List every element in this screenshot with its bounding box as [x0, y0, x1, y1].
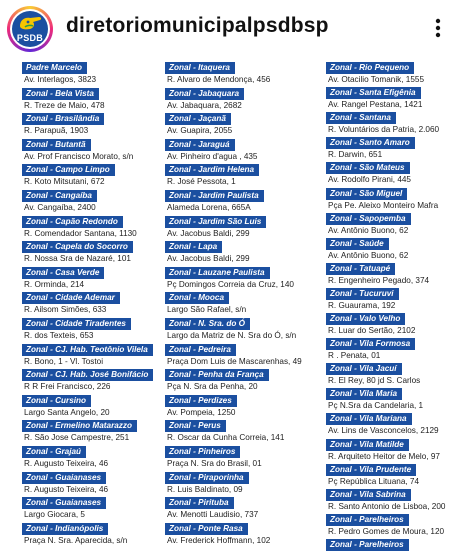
- zonal-address: R. Pedro Gomes de Moura, 120: [328, 526, 445, 536]
- zonal-label: Zonal - Vila Prudente: [326, 464, 416, 476]
- zonal-label: Zonal - Pedreira: [165, 344, 236, 356]
- zonal-entry: [22, 159, 115, 188]
- zonal-address: Av. Menotti Laudisio, 737: [167, 510, 259, 520]
- zonal-address: R. Augusto Teixeira, 46: [24, 484, 109, 494]
- zonal-label: Zonal - Indianópolis: [22, 523, 108, 535]
- zonal-address: Av. Frederick Hoffmann, 102: [167, 535, 271, 545]
- zonal-address: Av. Jacobus Baldi, 299: [167, 254, 250, 264]
- zonal-address: R. El Rey, 80 jd S. Carlos: [328, 376, 421, 386]
- zonal-entry: [22, 518, 127, 547]
- zonal-address: Praça N. Sra. Aparecida, s/n: [24, 535, 128, 545]
- zonal-entry: [165, 134, 257, 163]
- zonal-label: Zonal - Capela do Socorro: [22, 241, 133, 253]
- zonal-entry: [165, 492, 258, 521]
- zonal-address: R. dos Texteis, 653: [24, 331, 94, 340]
- zonal-entry: [165, 339, 302, 368]
- zonal-entry: [165, 262, 294, 291]
- zonal-address: R. José Pessota, 1: [167, 177, 236, 187]
- zonal-entry: [165, 287, 246, 316]
- zonal-address: Largo Santa Angelo, 20: [24, 407, 110, 417]
- zonal-label: Zonal - Vila Jacuí: [326, 363, 402, 375]
- zonal-entry: [165, 415, 284, 444]
- zonal-address: Largo São Rafael, s/n: [167, 305, 247, 315]
- zonal-address: Pç Domingos Correia da Cruz, 140: [167, 279, 294, 289]
- zonal-address: R. Ailsom Simões, 633: [24, 305, 107, 315]
- zonal-label: Zonal - Tatuapé: [326, 263, 395, 275]
- zonal-label: Zonal - Penha da França: [165, 369, 269, 381]
- zonal-address: Av. Jabaquara, 2682: [167, 100, 242, 110]
- zonal-label: Zonal - Cursino: [22, 395, 91, 407]
- zonal-label: Zonal - Cidade Ademar: [22, 292, 120, 304]
- zonal-label: Zonal - Piraporinha: [165, 472, 249, 484]
- zonal-label: Zonal - CJ. Hab. Teotônio Vilela: [22, 344, 153, 356]
- zonal-label: Zonal - São Miguel: [326, 188, 407, 200]
- zonal-label: Zonal - Campo Limpo: [22, 164, 115, 176]
- zonal-label: Zonal - Rio Pequeno: [326, 62, 414, 74]
- zonal-label: Zonal - Pinheiros: [165, 446, 240, 458]
- avatar-text: PSDB: [16, 33, 44, 43]
- zonal-label: Zonal - Guaianases: [22, 497, 106, 509]
- zonal-address: R. Voluntários da Patria, 2.060: [328, 125, 440, 135]
- zonal-label: Zonal - N. Sra. do Ó: [165, 318, 250, 330]
- zonal-entry: [22, 108, 104, 137]
- account-username[interactable]: diretoriomunicipalpsdbsp: [66, 14, 329, 37]
- zonal-label: Zonal - Guaianases: [22, 472, 106, 484]
- zonal-label: Zonal - Brasilândia: [22, 113, 104, 125]
- zonal-entry: [165, 159, 259, 188]
- zonal-address: R. Bono, 1 - Vl. Tostoi: [24, 356, 104, 366]
- zonal-address: Largo Giocara, 5: [24, 510, 85, 520]
- zonal-address: R. Treze de Maio, 478: [24, 100, 105, 110]
- zonal-entry: [165, 108, 232, 137]
- zonal-entry: [165, 441, 262, 470]
- zonal-label: Zonal - Santa Efigênia: [326, 87, 421, 99]
- zonal-address: Av. Pinheiro d'agua , 435: [167, 151, 258, 161]
- zonal-entry: [22, 441, 108, 470]
- zonal-entry: [165, 518, 270, 547]
- zonal-address: R. Parapuã, 1903: [24, 126, 89, 136]
- zonal-entry: [22, 83, 105, 112]
- zonal-label: Zonal - Valo Velho: [326, 313, 405, 325]
- zonal-label: Zonal - Mooca: [165, 292, 229, 304]
- zonal-entry: [165, 390, 237, 419]
- zonal-entry: [22, 467, 108, 496]
- zonal-label: Zonal - Casa Verde: [22, 267, 104, 279]
- zonal-address: Praça Dom Luis de Mascarenhas, 49: [167, 356, 302, 366]
- zonal-label: Zonal - CJ. Hab. José Bonifácio: [22, 369, 153, 381]
- zonal-entry: [22, 211, 137, 240]
- zonal-entry: [22, 236, 133, 265]
- zonal-entry: [22, 185, 97, 214]
- zonal-address: R. Luis Baldinato, 09: [167, 484, 243, 494]
- more-vertical-icon: [435, 18, 441, 38]
- zonal-label: Zonal - São Mateus: [326, 162, 410, 174]
- zonal-address: Av. Guapira, 2055: [167, 126, 233, 136]
- zonal-label: Zonal - Butantã: [22, 139, 91, 151]
- zonal-address: Av. Rodolfo Pirani, 445: [328, 175, 411, 185]
- zonal-address: Largo da Matriz de N. Sra do Ó, s/n: [167, 331, 297, 340]
- zonal-label: Zonal - Pirituba: [165, 497, 234, 509]
- zonal-label: Zonal - Perdizes: [165, 395, 237, 407]
- more-options-button[interactable]: [424, 14, 452, 42]
- zonal-address: R. Koto Mitsutani, 672: [24, 177, 105, 187]
- zonal-entry: [22, 57, 96, 86]
- zonal-label: Zonal - Vila Mariana: [326, 413, 412, 425]
- zonal-label: Zonal - Jardim São Luis: [165, 216, 266, 228]
- zonal-entry: [165, 83, 244, 112]
- zonal-label: Zonal - Jabaquara: [165, 88, 244, 100]
- zonal-entry: [165, 57, 270, 86]
- zonal-address: Alameda Lorena, 665A: [167, 203, 251, 212]
- zonal-address: R. Oscar da Cunha Correia, 141: [167, 433, 285, 443]
- zonal-address: R. Augusto Teixeira, 46: [24, 459, 109, 468]
- zonal-address: Pça Pe. Aleixo Monteiro Mafra: [328, 200, 439, 210]
- zonal-label: Zonal - Sapopemba: [326, 213, 411, 225]
- zonal-label: Zonal - Santo Amaro: [326, 137, 415, 149]
- zonal-label: Zonal - Lapa: [165, 241, 222, 253]
- zonal-label: Padre Marcelo: [22, 62, 87, 74]
- zonal-label: Zonal - Jaraguá: [165, 139, 235, 151]
- zonal-label: Zonal - Bela Vista: [22, 88, 99, 100]
- toucan-icon: [17, 14, 43, 34]
- zonal-address: R . Penata, 01: [328, 351, 381, 361]
- zonal-label: Zonal - Jardim Paulista: [165, 190, 264, 202]
- zonal-address: Pç República Lituana, 74: [328, 476, 420, 486]
- zonal-address: R. Santo Antonio de Lisboa, 200: [328, 501, 446, 511]
- zonal-entry: [22, 313, 131, 342]
- zonal-entry: [165, 185, 264, 214]
- zonal-address: Av. Antônio Buono, 62: [328, 250, 409, 260]
- zonal-label: Zonal - Ermelino Matarazzo: [22, 420, 137, 432]
- zonal-address: R R Frei Francisco, 226: [24, 382, 111, 392]
- zonal-address: Pça N. Sra da Penha, 20: [167, 382, 258, 392]
- zonal-address: Av. Pompeia, 1250: [167, 407, 236, 417]
- zonal-label: Zonal - Tucuruvi: [326, 288, 399, 300]
- zonal-label: Zonal - Lauzane Paulista: [165, 267, 270, 279]
- zonal-entry: [22, 390, 110, 419]
- zonal-address: Av. Interlagos, 3823: [24, 75, 97, 84]
- zonal-entry: [165, 211, 266, 240]
- zonal-label: Zonal - Vila Maria: [326, 388, 402, 400]
- zonal-address: Av. Rangel Pestana, 1421: [328, 100, 423, 110]
- zonal-label: Zonal - Parelheiros: [326, 539, 409, 551]
- zonal-address: Praça N. Sra do Brasil, 01: [167, 459, 262, 468]
- zonal-address: R. Darwin, 651: [328, 150, 383, 160]
- zonal-label: Zonal - Saúde: [326, 238, 389, 250]
- zonal-label: Zonal - Grajaú: [22, 446, 86, 458]
- zonal-address: R. Arquiteto Heitor de Melo, 97: [328, 451, 440, 461]
- zonal-address: R. Alvaro de Mendonça, 456: [167, 75, 271, 84]
- zonal-entry: [22, 339, 153, 368]
- avatar-border: [10, 9, 50, 49]
- zonal-label: Zonal - Jardim Helena: [165, 164, 259, 176]
- zonal-entry: [165, 364, 269, 393]
- zonal-address: Av. Cangaíba, 2400: [24, 203, 96, 212]
- zonal-address: R. Engenheiro Pegado, 374: [328, 275, 430, 285]
- zonal-label: Zonal - Ponte Rasa: [165, 523, 248, 535]
- profile-avatar[interactable]: [7, 6, 53, 52]
- zonal-entry: [22, 492, 106, 521]
- zonal-label: Zonal - Santana: [326, 112, 396, 124]
- psdb-logo: [12, 11, 48, 47]
- zonal-address: Av. Otacilio Tomanik, 1555: [328, 75, 425, 84]
- zonal-entry: [165, 236, 250, 265]
- zonal-address: R. Nossa Sra de Nazaré, 101: [24, 254, 131, 264]
- zonal-address: Av. Prof Francisco Morato, s/n: [24, 151, 134, 161]
- zonal-label: Zonal - Vila Matilde: [326, 439, 409, 451]
- zonal-entry: [22, 364, 153, 393]
- zonal-label: Zonal - Perus: [165, 420, 226, 432]
- zonal-label: Zonal - Parelheiros: [326, 514, 409, 526]
- zonal-label: Zonal - Vila Formosa: [326, 338, 415, 350]
- zonal-label: Zonal - Jaçanã: [165, 113, 231, 125]
- zonal-entry: [165, 467, 249, 496]
- zonal-entry: [22, 415, 137, 444]
- zonal-label: Zonal - Capão Redondo: [22, 216, 123, 228]
- zonal-address: Av. Jacobus Baldi, 299: [167, 228, 250, 238]
- post-header: [0, 0, 474, 58]
- zonal-address: Pç N.Sra da Candelaria, 1: [328, 401, 424, 411]
- zonal-entry: [165, 313, 296, 342]
- zonal-label: Zonal - Cidade Tiradentes: [22, 318, 131, 330]
- zonal-address: Av. Lins de Vasconcelos, 2129: [328, 426, 439, 436]
- zonal-address: R. Comendador Santana, 1130: [24, 228, 137, 238]
- zonal-address: Av. Antônio Buono, 62: [328, 225, 409, 235]
- zonal-address: R. Guaurama, 192: [328, 300, 396, 310]
- zonal-entry: [22, 134, 133, 163]
- zonal-entry: [22, 262, 104, 291]
- zonal-entry: [22, 287, 120, 316]
- zonal-label: Zonal - Vila Sabrina: [326, 489, 411, 501]
- zonal-entry: [326, 534, 409, 552]
- zonal-address: R. Orminda, 214: [24, 279, 85, 289]
- zonal-address: R. Luar do Sertão, 2102: [328, 326, 416, 335]
- zonal-address: R. São Jose Campestre, 251: [24, 433, 130, 443]
- zonal-label: Zonal - Itaquera: [165, 62, 235, 74]
- post-image: [0, 58, 474, 549]
- zonal-label: Zonal - Cangaíba: [22, 190, 97, 202]
